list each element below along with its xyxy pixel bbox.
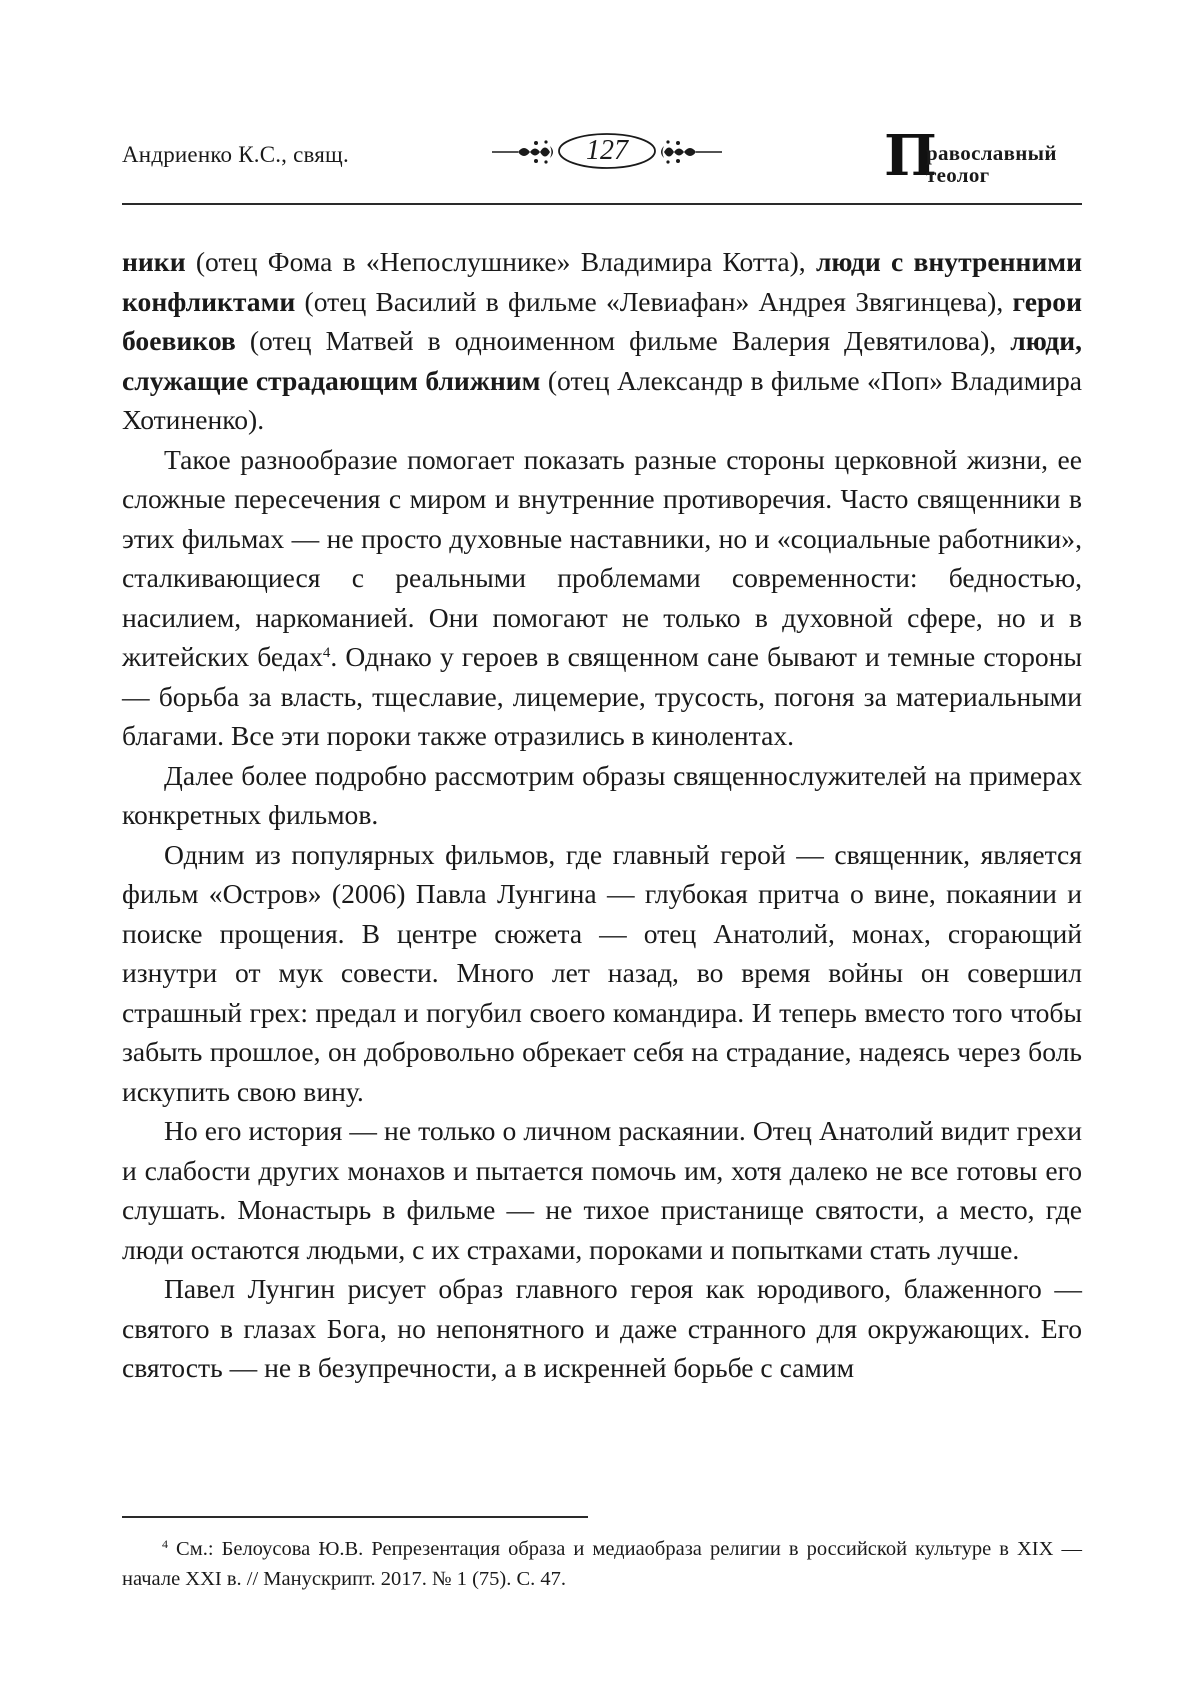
journal-name-line1: равославный [926, 141, 1057, 165]
body-text [122, 242, 1082, 1388]
text-run: (отец Матвей в одноименном фильме Валерия Девятилова), [235, 325, 1011, 356]
journal-logo-letter: П [884, 123, 937, 189]
page-number: 127 [586, 135, 628, 166]
running-header [122, 123, 1082, 204]
header-author: Андриенко К.С., свящ. [122, 142, 349, 167]
text-run: (отец Фома в «Непослушнике» Владимира Котта), [185, 246, 816, 277]
paragraph [122, 242, 1082, 440]
footnote [122, 1534, 1082, 1594]
text-run: Одним из популярных фильмов, где главный герой — священник, является фильм «Остров» (2006) Павла Лунгина — глубокая притча о вине, покаянии и поиске прощения. В центре сюжета — отец Анатолий, монах, сгорающий изнутри от мук совести. Много лет назад, во время войны он совершил страшный грех: предал и погубил своего командира. И теперь вместо того чтобы забыть прошлое, он добровольно обрекает себя на страдание, надеясь через боль искупить свою вину. [122, 838, 1082, 1107]
footnote-ref: 4 [322, 645, 331, 661]
journal-name-line2: теолог [926, 163, 990, 187]
footnote-marker: 4 [162, 1537, 168, 1551]
journal-logo [884, 123, 1082, 189]
page-number-ornament [492, 132, 722, 172]
text-run: Но его история — не только о личном раскаянии. Отец Анатолий видит грехи и слабости других монахов и пытается помочь им, хотя далеко не все готовы его слушать. Монастырь в фильме — не тихое пристанище святости, а место, где люди остаются людьми, с их страхами, пороками и попытками стать лучше. [122, 1115, 1082, 1265]
text-run: Павел Лунгин рисует образ главного героя как юродивого, блаженного — святого в глазах Бога, но непонятного и даже странного для окружающих. Его святость — не в безупречности, а в искренней борьбе с самим [122, 1273, 1082, 1383]
text-run: Далее более подробно рассмотрим образы священнослужителей на примерах конкретных фильмов. [122, 759, 1082, 830]
text-run: . Однако у героев в священном сане бывают и темные стороны — борьба за власть, тщеславие, лицемерие, трусость, погоня за материальными благами. Все эти пороки также отразились в кинолентах. [122, 641, 1082, 751]
paragraph [122, 756, 1082, 835]
paragraph [122, 1111, 1082, 1269]
paragraph [122, 835, 1082, 1112]
bold-term: герои боевиков [122, 285, 1082, 356]
bold-term: люди с внутренними конфликтами [122, 246, 1082, 317]
header-rule [122, 203, 1082, 205]
bold-term: люди, служащие страдающим ближним [122, 325, 1082, 396]
text-run: (отец Александр в фильме «Поп» Владимира Хотиненко). [122, 364, 1082, 435]
text-run: (отец Василий в фильме «Левиафан» Андрея Звягинцева), [295, 285, 1013, 317]
text-run: Такое разнообразие помогает показать разные стороны церковной жизни, ее сложные пересечения с миром и внутренние противоречия. Часто священники в этих фильмах — не просто духовные наставники, но и «социальные работники», сталкивающиеся с реальными проблемами современности: бедностью, насилием, наркоманией. Они помогают не только в духовной сфере, но и в житейских бедах [122, 443, 1082, 672]
paragraph [122, 1269, 1082, 1388]
footnote-rule [122, 1516, 588, 1518]
paragraph [122, 440, 1082, 756]
footnote-text: См.: Белоусова Ю.В. Репрезентация образа и медиаобраза религии в российской культуре в XIX — начале XXI в. // Манускрипт. 2017. № 1 (75). С. 47. [122, 1538, 1082, 1590]
bold-term: ники [122, 246, 186, 277]
